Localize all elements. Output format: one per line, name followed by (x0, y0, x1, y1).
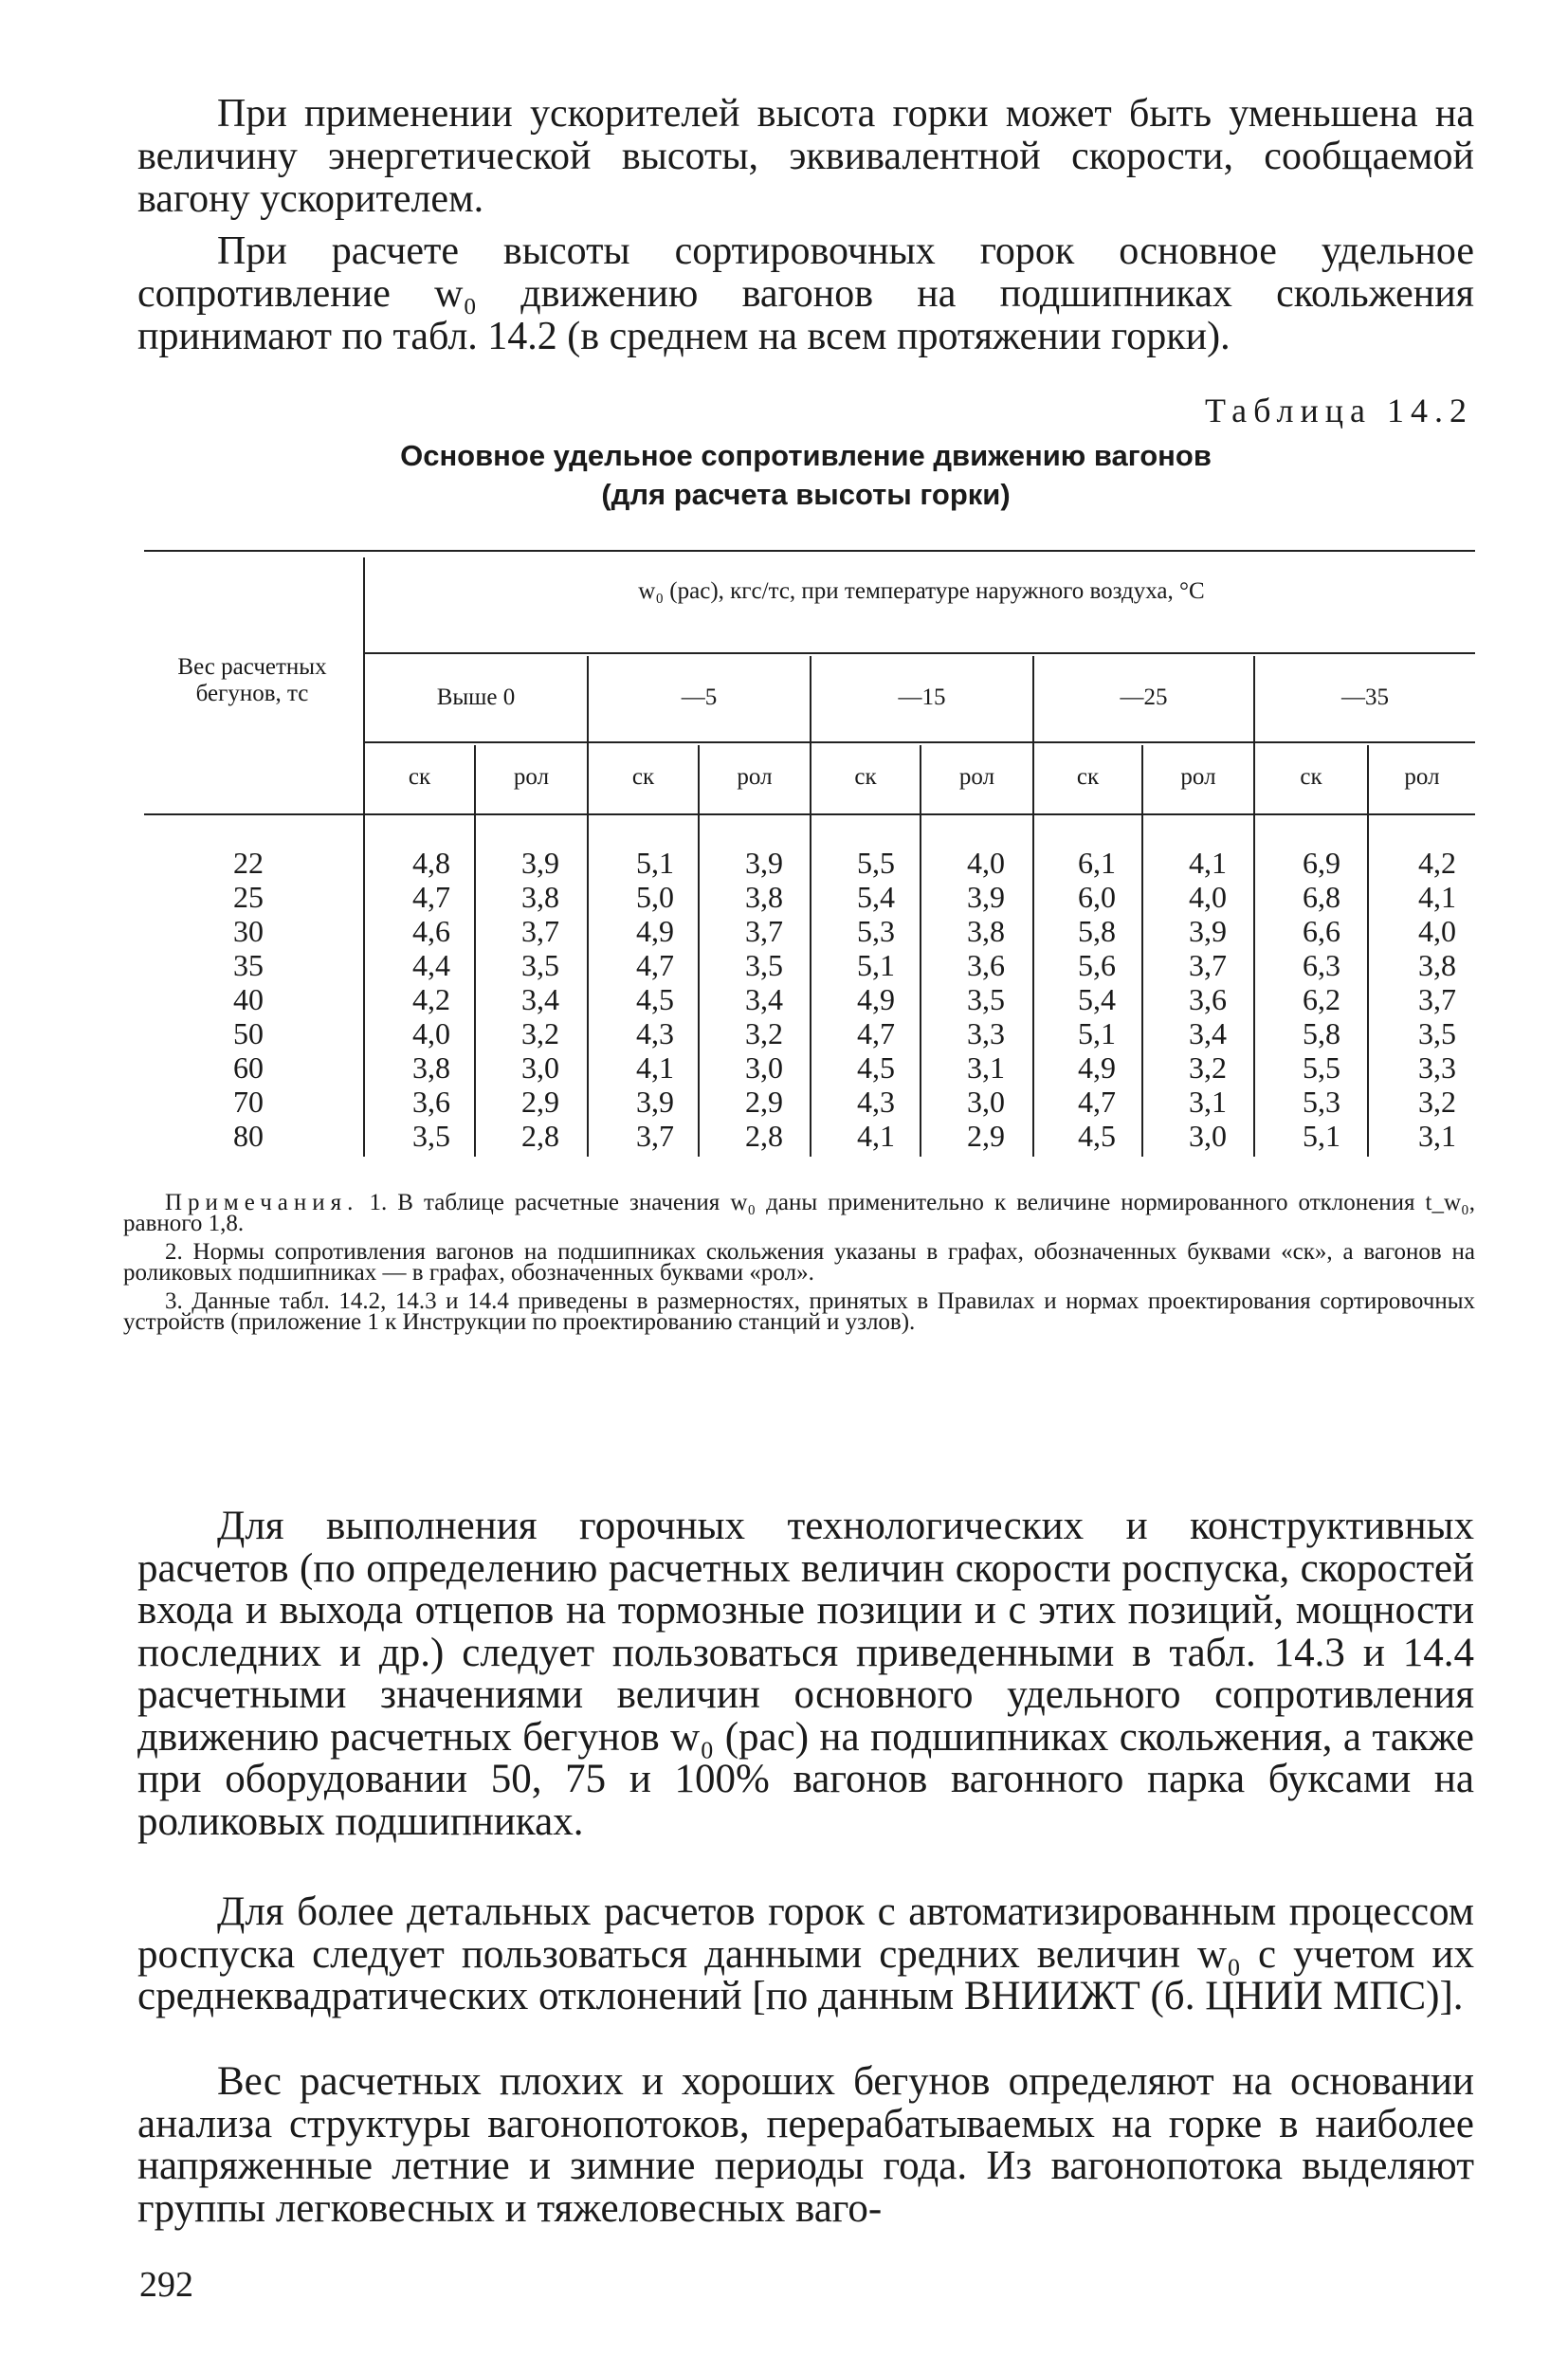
bearing-type-header: рол (1404, 764, 1440, 790)
table-top-rule (144, 550, 1475, 552)
value-cell: 3,6 (967, 948, 1005, 982)
value-column-minus-5-rol (700, 846, 783, 1153)
weight-cell: 22 (233, 846, 264, 880)
paragraph-intro-2: При расчете высоты сортировочных горок основное удельное сопротивление w₀ движению вагонов на подшипниках скольжения принимают по табл. 14.2 (в среднем на всем протяжении горки). (137, 229, 1474, 358)
value-column-minus-15-rol (921, 846, 1005, 1153)
value-column-above-0-sk (365, 846, 450, 1153)
value-cell: 5,6 (1078, 948, 1116, 982)
value-cell: 3,4 (521, 982, 559, 1016)
note-1 (123, 1190, 1476, 1236)
value-cell: 3,0 (1189, 1119, 1227, 1153)
note-2: 2. Нормы сопротивления вагонов на подшипниках скольжения указаны в графах, обозначенных буквами «ск», а вагонов на роликовых подшипниках — в графах, обозначенных буквами «рол». (123, 1239, 1475, 1286)
table-caption: Таблица 14.2 (1205, 392, 1473, 429)
value-cell: 5,3 (857, 914, 895, 948)
temp-header-above-0: Выше 0 (436, 685, 516, 710)
value-column-minus-25-sk (1034, 846, 1116, 1153)
value-cell: 5,8 (1303, 1016, 1340, 1050)
value-cell: 3,7 (1418, 982, 1456, 1016)
value-cell: 4,8 (412, 846, 450, 880)
value-cell: 4,1 (1418, 880, 1456, 914)
value-cell: 3,9 (745, 846, 783, 880)
resistance-table (144, 550, 1475, 1157)
value-cell: 3,6 (1189, 982, 1227, 1016)
bearing-type-header: ск (631, 764, 655, 790)
value-cell: 4,6 (412, 914, 450, 948)
value-cell: 3,0 (745, 1050, 783, 1085)
value-cell: 4,0 (412, 1016, 450, 1050)
bearing-type-header: ск (408, 764, 431, 790)
type-header-rule (365, 741, 1475, 743)
value-cell: 4,5 (857, 1050, 895, 1085)
value-cell: 5,0 (636, 880, 674, 914)
table-notes (123, 1190, 1476, 1341)
weight-column-header: Вес расчетных бегунов, тс (177, 654, 327, 706)
value-cell: 3,4 (1189, 1016, 1227, 1050)
value-cell: 5,1 (1303, 1119, 1340, 1153)
value-cell: 3,3 (967, 1016, 1005, 1050)
value-cell: 5,1 (857, 948, 895, 982)
value-cell: 4,0 (967, 846, 1005, 880)
value-cell: 4,7 (1078, 1085, 1116, 1119)
value-cell: 2,8 (521, 1119, 559, 1153)
value-cell: 2,9 (521, 1085, 559, 1119)
bearing-type-header: ск (1300, 764, 1322, 790)
value-cell: 3,2 (1418, 1085, 1456, 1119)
weight-cell: 80 (233, 1119, 264, 1153)
value-cell: 4,7 (857, 1016, 895, 1050)
temperature-header-rule (365, 652, 1475, 654)
value-cell: 3,5 (412, 1119, 450, 1153)
weight-cell: 40 (233, 982, 264, 1016)
value-cell: 3,7 (636, 1119, 674, 1153)
value-header: w₀ (рас), кгс/тс, при температуре наружного воздуха, °С (638, 578, 1205, 604)
value-cell: 3,1 (967, 1050, 1005, 1085)
value-cell: 4,2 (1418, 846, 1456, 880)
value-cell: 3,8 (412, 1050, 450, 1085)
value-cell: 3,5 (1418, 1016, 1456, 1050)
paragraph-body-1: Для выполнения горочных технологических и конструктивных расчетов (по определению расчетных величин скорости роспуска, скоростей входа и выхода отцепов на тормозные позиции и с этих позиций, мощности последних и др.) следует пользоваться приведенными в табл. 14.3 и 14.4 расчетными значениями величин основного удельного сопротивления движению расчетных бегунов w₀ (рас) на подшипниках скольжения, а также при оборудовании 50, 75 и 100% вагонов вагонного парка буксами на роликовых подшипниках. (137, 1504, 1474, 1844)
value-cell: 3,8 (521, 880, 559, 914)
weight-cell: 70 (233, 1085, 264, 1119)
page-number: 292 (139, 2265, 193, 2305)
value-cell: 4,3 (857, 1085, 895, 1119)
value-cell: 3,9 (967, 880, 1005, 914)
weight-cell: 50 (233, 1016, 264, 1050)
value-cell: 4,0 (1189, 880, 1227, 914)
bearing-type-header: рол (513, 764, 550, 790)
value-column-above-0-rol (476, 846, 559, 1153)
value-column-minus-25-rol (1143, 846, 1227, 1153)
weight-cell: 35 (233, 948, 264, 982)
temp-header-minus-5: —5 (681, 685, 718, 710)
bearing-type-header: ск (1076, 764, 1100, 790)
value-cell: 6,2 (1303, 982, 1340, 1016)
value-cell: 3,0 (521, 1050, 559, 1085)
value-cell: 3,7 (521, 914, 559, 948)
value-cell: 4,9 (857, 982, 895, 1016)
value-cell: 4,1 (857, 1119, 895, 1153)
value-cell: 3,9 (1189, 914, 1227, 948)
value-cell: 3,0 (967, 1085, 1005, 1119)
value-cell: 5,3 (1303, 1085, 1340, 1119)
weight-cell: 60 (233, 1050, 264, 1085)
value-cell: 3,2 (521, 1016, 559, 1050)
value-cell: 5,5 (1303, 1050, 1340, 1085)
value-cell: 3,8 (745, 880, 783, 914)
value-cell: 4,0 (1418, 914, 1456, 948)
value-cell: 4,7 (412, 880, 450, 914)
notes-label: Примечания. (165, 1190, 359, 1215)
value-column-minus-35-sk (1255, 846, 1340, 1153)
value-cell: 3,3 (1418, 1050, 1456, 1085)
bearing-type-header: рол (1180, 764, 1216, 790)
bearing-type-header: ск (854, 764, 877, 790)
value-cell: 4,9 (636, 914, 674, 948)
weight-cell: 30 (233, 914, 264, 948)
weight-cell: 25 (233, 880, 264, 914)
weight-column (201, 846, 296, 1153)
value-cell: 4,5 (636, 982, 674, 1016)
note-3: 3. Данные табл. 14.2, 14.3 и 14.4 приведены в размерностях, принятых в Правилах и нормах проектирования сортировочных устройств (приложение 1 к Инструкции по проектированию станций и узлов). (123, 1288, 1475, 1335)
value-cell: 4,1 (1189, 846, 1227, 880)
value-cell: 3,1 (1189, 1085, 1227, 1119)
value-cell: 5,8 (1078, 914, 1116, 948)
value-cell: 3,6 (412, 1085, 450, 1119)
value-cell: 2,8 (745, 1119, 783, 1153)
value-cell: 5,5 (857, 846, 895, 880)
value-cell: 3,2 (1189, 1050, 1227, 1085)
value-cell: 4,4 (412, 948, 450, 982)
table-title-line-1: Основное удельное сопротивление движению вагонов (400, 439, 1212, 472)
value-cell: 4,7 (636, 948, 674, 982)
value-cell: 5,4 (857, 880, 895, 914)
note-1-text: 1. В таблице расчетные значения w₀ даны применительно к величине нормированного отклонения t_w₀, равного 1,8. (123, 1190, 1476, 1236)
paragraph-body-2: Для более детальных расчетов горок с автоматизированным процессом роспуска следует пользоваться данными средних величин w₀ с учетом их среднеквадратических отклонений [по данным ВНИИЖТ (б. ЦНИИ МПС)]. (137, 1889, 1474, 2018)
bearing-type-header: рол (958, 764, 995, 790)
value-cell: 5,1 (636, 846, 674, 880)
value-cell: 5,1 (1078, 1016, 1116, 1050)
value-cell: 4,2 (412, 982, 450, 1016)
value-cell: 2,9 (967, 1119, 1005, 1153)
value-cell: 3,5 (967, 982, 1005, 1016)
value-cell: 3,5 (521, 948, 559, 982)
temp-header-minus-15: —15 (898, 685, 946, 710)
value-cell: 6,3 (1303, 948, 1340, 982)
value-cell: 4,1 (636, 1050, 674, 1085)
value-cell: 6,6 (1303, 914, 1340, 948)
table-title (137, 436, 1474, 514)
paragraph-body-3: Вес расчетных плохих и хороших бегунов определяют на основании анализа структуры вагонопотоков, перерабатываемых на горке в наиболее напряженные летние и зимние периоды года. Из вагонопотока выделяют группы легковесных и тяжеловесных ваго- (137, 2059, 1474, 2231)
value-cell: 3,7 (1189, 948, 1227, 982)
value-cell: 3,8 (967, 914, 1005, 948)
value-column-minus-5-sk (589, 846, 674, 1153)
value-cell: 6,9 (1303, 846, 1340, 880)
temp-header-minus-25: —25 (1120, 685, 1168, 710)
value-cell: 6,1 (1078, 846, 1116, 880)
value-cell: 3,4 (745, 982, 783, 1016)
value-cell: 5,4 (1078, 982, 1116, 1016)
value-cell: 3,7 (745, 914, 783, 948)
value-cell: 4,5 (1078, 1119, 1116, 1153)
bearing-type-header: рол (737, 764, 773, 790)
value-cell: 2,9 (745, 1085, 783, 1119)
value-cell: 3,2 (745, 1016, 783, 1050)
value-cell: 4,3 (636, 1016, 674, 1050)
paragraph-intro-1: При применении ускорителей высота горки может быть уменьшена на величину энергетической высоты, эквивалентной скорости, сообщаемой вагону ускорителем. (137, 92, 1474, 221)
value-cell: 3,9 (636, 1085, 674, 1119)
value-cell: 3,1 (1418, 1119, 1456, 1153)
value-cell: 6,8 (1303, 880, 1340, 914)
value-cell: 6,0 (1078, 880, 1116, 914)
temp-header-minus-35: —35 (1341, 685, 1389, 710)
value-cell: 3,9 (521, 846, 559, 880)
value-cell: 4,9 (1078, 1050, 1116, 1085)
value-column-minus-35-rol (1369, 846, 1456, 1153)
value-cell: 3,8 (1418, 948, 1456, 982)
value-cell: 3,5 (745, 948, 783, 982)
table-title-line-2: (для расчета высоты горки) (601, 478, 1011, 511)
value-column-minus-15-sk (811, 846, 895, 1153)
